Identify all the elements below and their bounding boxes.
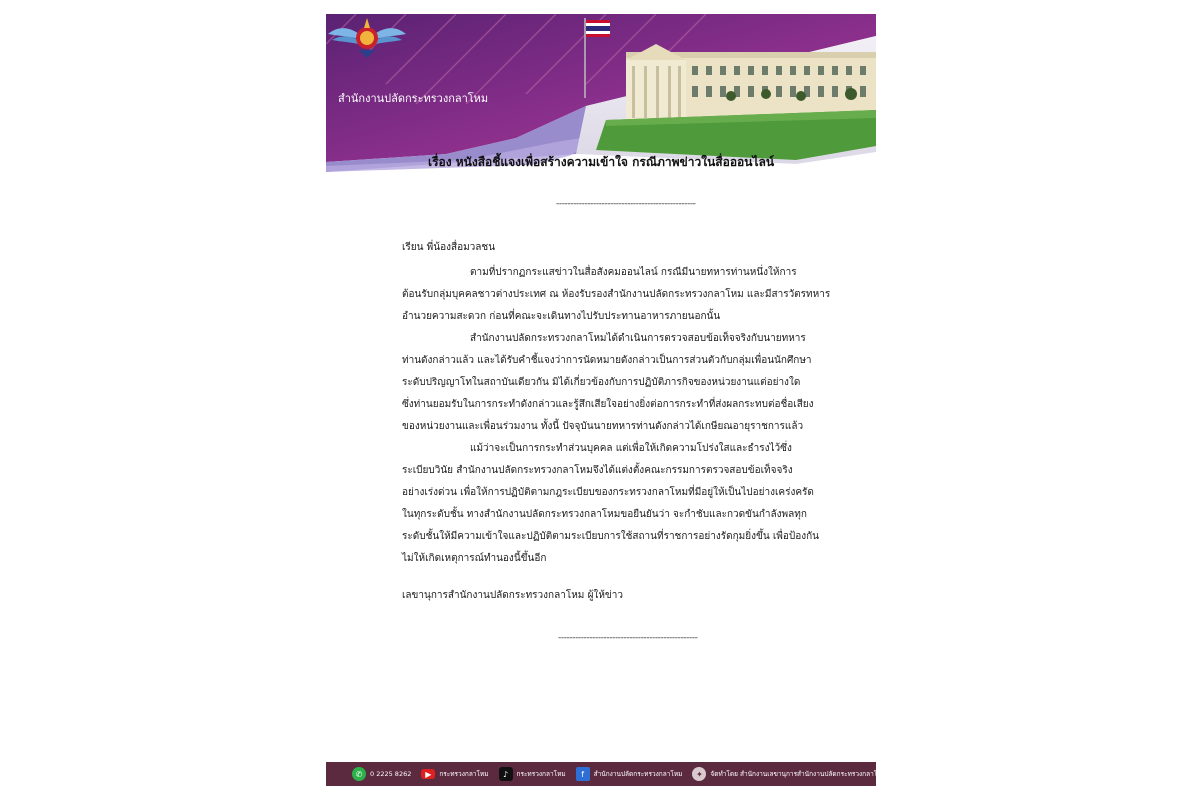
paragraph-line: สำนักงานปลัดกระทรวงกลาโหมได้ดำเนินการตรวจสอบข้อเท็จจริงกับนายทหาร — [470, 333, 806, 344]
facebook-page: สำนักงานปลัดกระทรวงกลาโหม — [593, 770, 683, 778]
emblem-icon: ✦ — [692, 767, 706, 781]
youtube-icon: ▶ — [421, 769, 435, 779]
paragraph-line: ระเบียบวินัย สำนักงานปลัดกระทรวงกลาโหมจึงได้แต่งตั้งคณะกรรมการตรวจสอบข้อเท็จจริง — [402, 465, 793, 476]
paragraph-line: ตามที่ปรากฏกระแสข่าวในสื่อสังคมออนไลน์ กรณีมีนายทหารท่านหนึ่งให้การ — [470, 267, 797, 278]
signature-line: เลขานุการสำนักงานปลัดกระทรวงกลาโหม ผู้ให้ข่าว — [402, 590, 623, 601]
paragraph-line: ระดับชั้นให้มีความเข้าใจและปฏิบัติตามระเบียบการใช้สถานที่ราชการอย่างรัดกุมยิ่งขึ้น เพื่อป้องกัน — [402, 531, 819, 542]
tiktok-icon: ♪ — [499, 767, 513, 781]
footer-phone[interactable] — [352, 767, 411, 781]
tiktok-account: กระทรวงกลาโหม — [516, 770, 566, 778]
credit-text: จัดทำโดย สำนักงานเลขานุการสำนักงานปลัดกระทรวงกลาโหม — [710, 770, 886, 778]
press-release-page — [326, 14, 886, 786]
paragraph-line: ในทุกระดับชั้น ทางสำนักงานปลัดกระทรวงกลาโหมขอยืนยันว่า จะกำชับและกวดขันกำลังพลทุก — [402, 509, 807, 520]
paragraph-line: ของหน่วยงานและเพื่อนร่วมงาน ทั้งนี้ ปัจจุบันนายทหารท่านดังกล่าวได้เกษียณอายุราชการแล้ว — [402, 421, 804, 432]
body-text — [402, 262, 831, 570]
divider-top: ------------------------------------------------- — [556, 199, 696, 209]
header-banner — [326, 14, 876, 172]
divider-bottom: ------------------------------------------------- — [558, 633, 698, 643]
footer-credit — [692, 767, 885, 781]
paragraph-line: ซึ่งท่านยอมรับในการกระทำดังกล่าวและรู้สึกเสียใจอย่างยิ่งต่อการกระทำที่ส่งผลกระทบต่อชื่อเสียง — [402, 399, 814, 410]
paragraph-line: ระดับปริญญาโทในสถาบันเดียวกัน มิได้เกี่ยวข้องกับการปฏิบัติภารกิจของหน่วยงานแต่อย่างใด — [402, 377, 801, 388]
footer-youtube[interactable] — [421, 769, 488, 779]
paragraph-line: ท่านดังกล่าวแล้ว และได้รับคำชี้แจงว่าการนัดหมายดังกล่าวเป็นการส่วนตัวกับกลุ่มเพื่อนนักศึกษา — [402, 355, 812, 366]
ministry-emblem-icon — [326, 14, 408, 60]
salutation: เรียน พี่น้องสื่อมวลชน — [402, 242, 496, 253]
paragraph-line: ต้อนรับกลุ่มบุคคลชาวต่างประเทศ ณ ห้องรับรองสำนักงานปลัดกระทรวงกลาโหม และมีสารวัตรทหาร — [402, 289, 831, 300]
phone-number: 0 2225 8262 — [370, 770, 412, 778]
phone-icon: ✆ — [352, 767, 366, 781]
footer-tiktok[interactable] — [499, 767, 566, 781]
document-title: เรื่อง หนังสือชี้แจงเพื่อสร้างความเข้าใจ กรณีภาพข่าวในสื่อออนไลน์ — [427, 155, 775, 169]
paragraph-line: แม้ว่าจะเป็นการกระทำส่วนบุคคล แต่เพื่อให้เกิดความโปร่งใสและธำรงไว้ซึ่ง — [470, 443, 792, 454]
contact-footer — [326, 762, 886, 786]
paragraph-line: ไม่ให้เกิดเหตุการณ์ทำนองนี้ขึ้นอีก — [402, 553, 547, 564]
paragraph-line: อย่างเร่งด่วน เพื่อให้การปฏิบัติตามกฎระเบียบของกระทรวงกลาโหมที่มีอยู่ให้เป็นไปอย่างเคร่งครัด — [402, 487, 814, 498]
youtube-channel: กระทรวงกลาโหม — [439, 770, 489, 778]
org-name: สำนักงานปลัดกระทรวงกลาโหม — [338, 92, 489, 105]
paragraph-line: อำนวยความสะดวก ก่อนที่คณะจะเดินทางไปรับประทานอาหารภายนอกนั้น — [402, 311, 721, 322]
facebook-icon: f — [576, 767, 590, 781]
footer-facebook[interactable] — [576, 767, 683, 781]
